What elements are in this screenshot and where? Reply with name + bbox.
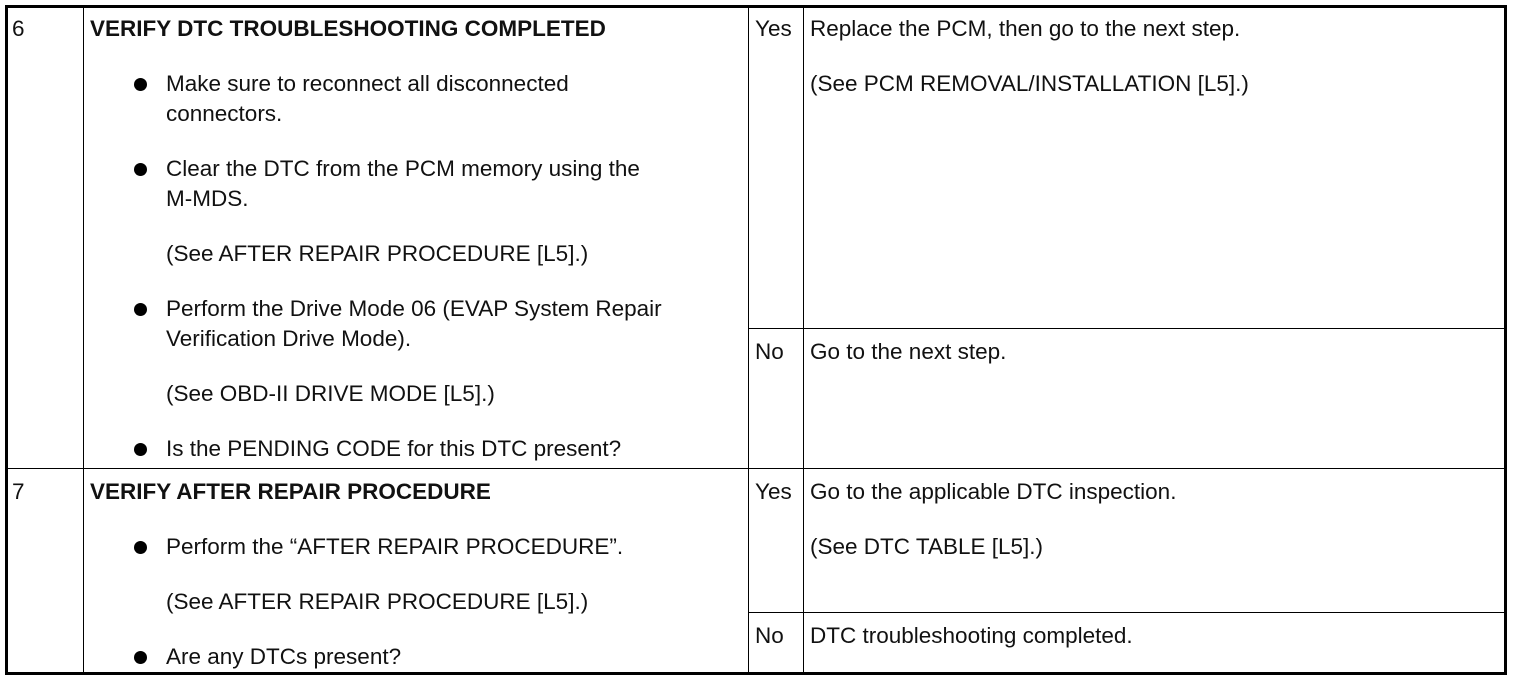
col-divider-yesno xyxy=(748,8,749,672)
yes-action: Go to the applicable DTC inspection. xyxy=(810,479,1177,504)
row-divider xyxy=(8,468,1504,469)
bullet-icon xyxy=(134,443,147,456)
reference-note: (See AFTER REPAIR PROCEDURE [L5].) xyxy=(166,589,589,614)
col-divider-result xyxy=(803,8,804,672)
bullet-icon xyxy=(134,163,147,176)
bullet-text: Are any DTCs present? xyxy=(166,644,402,669)
bullet-text: Is the PENDING CODE for this DTC present? xyxy=(166,436,622,461)
bullet-icon xyxy=(134,303,147,316)
bullet-text: Make sure to reconnect all disconnected xyxy=(166,71,569,96)
col-divider-step xyxy=(83,8,84,672)
bullet-icon xyxy=(134,78,147,91)
bullet-text: Perform the “AFTER REPAIR PROCEDURE”. xyxy=(166,534,624,559)
bullet-icon xyxy=(134,541,147,554)
step-title: VERIFY DTC TROUBLESHOOTING COMPLETED xyxy=(90,16,606,41)
step-number: 6 xyxy=(12,16,25,41)
no-action: DTC troubleshooting completed. xyxy=(810,623,1133,648)
bullet-icon xyxy=(134,651,147,664)
yes-reference: (See PCM REMOVAL/INSTALLATION [L5].) xyxy=(810,71,1249,96)
reference-note: (See AFTER REPAIR PROCEDURE [L5].) xyxy=(166,241,589,266)
no-label: No xyxy=(755,623,784,648)
bullet-text: Verification Drive Mode). xyxy=(166,326,412,351)
bullet-text: Clear the DTC from the PCM memory using the xyxy=(166,156,640,181)
yes-no-divider-row6 xyxy=(748,328,1504,329)
yes-no-divider-row7 xyxy=(748,612,1504,613)
bullet-text: Perform the Drive Mode 06 (EVAP System Repair xyxy=(166,296,662,321)
step-title: VERIFY AFTER REPAIR PROCEDURE xyxy=(90,479,491,504)
bullet-text: connectors. xyxy=(166,101,283,126)
yes-label: Yes xyxy=(755,16,792,41)
reference-note: (See OBD-II DRIVE MODE [L5].) xyxy=(166,381,495,406)
yes-action: Replace the PCM, then go to the next step. xyxy=(810,16,1241,41)
bullet-text: M-MDS. xyxy=(166,186,249,211)
no-action: Go to the next step. xyxy=(810,339,1007,364)
no-label: No xyxy=(755,339,784,364)
troubleshooting-table xyxy=(5,5,1507,675)
yes-label: Yes xyxy=(755,479,792,504)
step-number: 7 xyxy=(12,479,25,504)
yes-reference: (See DTC TABLE [L5].) xyxy=(810,534,1043,559)
